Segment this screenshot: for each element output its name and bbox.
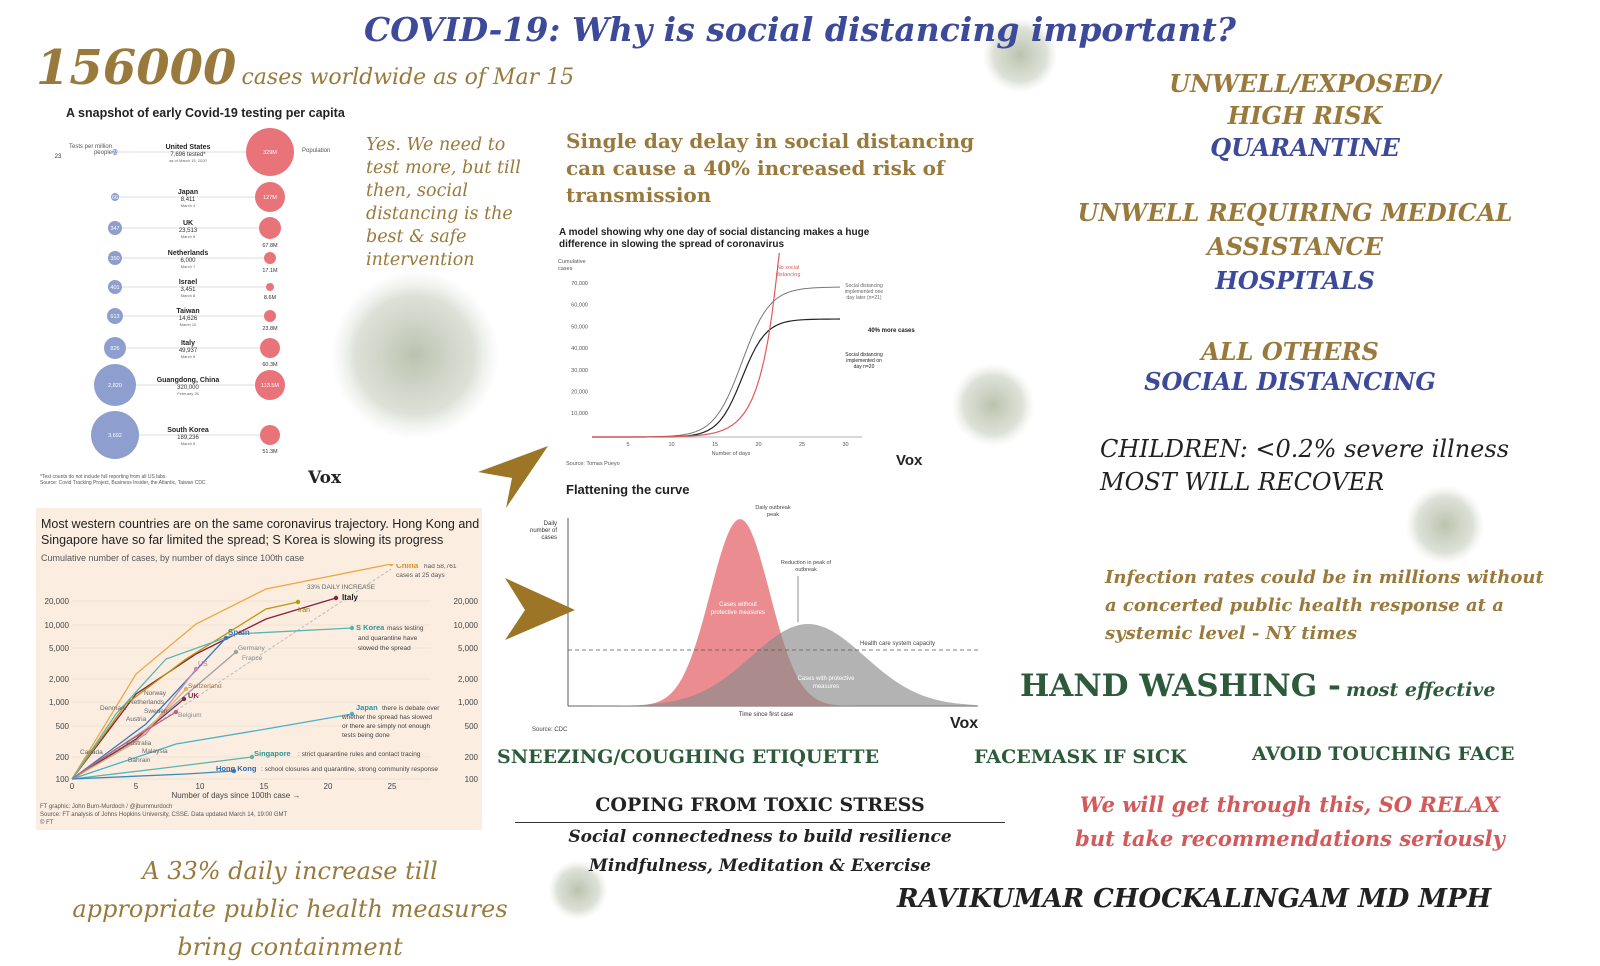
tests-value: 826: [110, 346, 120, 352]
cases-text: cases worldwide as of Mar 15: [241, 65, 575, 90]
line-korea-end: [350, 626, 354, 630]
population-value: 23.8M: [262, 326, 278, 332]
curve-ylabel-3: cases: [541, 535, 557, 541]
group-hospitals: [1060, 196, 1530, 298]
children-line2: MOST WILL RECOVER: [1100, 468, 1385, 496]
tests-value-us: 23: [54, 154, 62, 160]
ft-ytick: 200: [55, 753, 69, 762]
delay-xtick: 5: [626, 442, 630, 448]
delay-xtick: 20: [755, 442, 762, 448]
ft-spain-label: Spain: [228, 628, 250, 637]
ft-us-label: US: [198, 661, 208, 668]
ft-bahrain-label: Bahrain: [128, 757, 151, 764]
tested-date: March 8: [180, 354, 196, 359]
ft-japan-note: there is debate over: [382, 705, 440, 712]
with-label-2: measures: [812, 684, 840, 690]
delay-xtick: 30: [842, 442, 849, 448]
testing-footnote: *Test counts do not include full reporting from all US labs: [40, 474, 166, 480]
group-quarantine: [1100, 68, 1510, 164]
ft-ytick: 100: [55, 775, 69, 784]
vox-logo: Vox: [308, 468, 342, 488]
ft-switzerland-label: Switzerland: [188, 683, 222, 690]
tests-value: 66: [111, 195, 119, 201]
population-value: 17.1M: [262, 268, 278, 274]
ft-uk-label: UK: [188, 691, 199, 700]
country-label: United States: [165, 144, 211, 151]
group2-line1: UNWELL REQUIRING MEDICAL: [1077, 198, 1513, 227]
group-social-distancing: [1090, 337, 1490, 397]
tested-value: 23,513: [178, 228, 198, 234]
ft-belgium-label: Belgium: [178, 712, 202, 719]
line-italy-end: [334, 596, 338, 600]
ft-xtick: 25: [387, 782, 397, 791]
without-label-2: protective measures: [710, 610, 766, 616]
tests-value: 2,820: [108, 383, 122, 389]
children-line1: CHILDREN: <0.2% severe illness: [1100, 435, 1510, 463]
group3-line: ALL OTHERS: [1201, 337, 1379, 366]
population-value: 60.3M: [262, 362, 278, 368]
peak-label: Daily outbreak: [755, 505, 791, 511]
curve-source: Source: CDC: [532, 727, 568, 733]
line-china-end: [389, 564, 393, 566]
country-label: Guangdong, China: [156, 377, 220, 384]
tests-value: 23: [111, 150, 119, 156]
ft-hongkong-note: : school closures and quarantine, strong community response: [261, 766, 439, 773]
label-early-3: day n=20: [853, 364, 875, 370]
author: RAVIKUMAR CHOCKALINGAM MD MPH: [897, 884, 1492, 914]
label-early: Social distancing: [845, 352, 883, 358]
tested-date: March 8: [180, 234, 196, 239]
ft-iran-label: Iran: [298, 607, 311, 614]
country-label: Taiwan: [176, 308, 200, 315]
delay-chart-title: A model showing why one day of social distancing makes a huge difference in slowing the spread of coronavirus: [559, 227, 870, 250]
testing-row: [108, 217, 281, 249]
country-label: South Korea: [167, 427, 209, 434]
ft-xtick: 5: [133, 782, 139, 791]
testing-row: [111, 182, 285, 212]
cases-header: [36, 40, 574, 96]
delay-ytick: 10,000: [571, 411, 588, 418]
tested-value: 6,000: [180, 258, 196, 264]
ft-sweden-label: Sweden: [144, 708, 168, 715]
country-label: Israel: [178, 279, 198, 286]
relax-note: [1040, 788, 1540, 856]
delay-ytick: 50,000: [571, 324, 588, 331]
testing-row: [104, 337, 280, 368]
testing-row: [112, 128, 294, 176]
country-label: Italy: [180, 340, 196, 347]
population-value: 113.5M: [261, 383, 279, 389]
delay-xtick: 15: [711, 442, 719, 448]
line-no-distancing: [592, 253, 792, 437]
tested-date: February 26: [177, 391, 199, 396]
testing-chart-title: A snapshot of early Covid-19 testing per capita: [66, 106, 345, 120]
ft-xtick: 10: [195, 782, 205, 791]
ft-ytick-right: 2,000: [457, 675, 478, 684]
handwashing-sub: most effective: [1345, 679, 1496, 701]
with-label: Cases with protective: [797, 676, 855, 682]
tested-date: as of March 15, 2020: [169, 158, 207, 163]
ft-xtick: 0: [69, 782, 75, 791]
testing-row: [107, 308, 278, 332]
label-no-distancing-2: distancing: [775, 272, 801, 278]
tested-value: 189,236: [177, 435, 199, 441]
delay-xtick: 25: [798, 442, 806, 448]
group2-line2: ASSISTANCE: [1207, 232, 1383, 261]
delay-xlabel: Number of days: [711, 451, 751, 457]
ft-credit-3: © FT: [40, 820, 54, 826]
relax-line2: but take recommendations seriously: [1075, 826, 1505, 851]
ft-hongkong-label: Hong Kong: [216, 764, 257, 773]
tested-date: March 8: [180, 293, 196, 298]
label-late: Social distancing: [845, 283, 883, 289]
ft-xlabel: Number of days since 100th case →: [171, 791, 301, 800]
delay-ytick: 40,000: [571, 346, 588, 353]
facemask-note: FACEMASK IF SICK: [974, 746, 1187, 768]
reduction-label: Reduction in peak of: [780, 560, 832, 566]
ft-italy-label: Italy: [342, 593, 359, 602]
ft-japan-note-2: whether the spread has slowed: [342, 714, 432, 721]
tests-value: 350: [110, 256, 120, 262]
ft-korea-label: S Korea: [356, 623, 385, 632]
delay-ylabel-2: cases: [558, 266, 573, 272]
arrow-right-icon: [505, 578, 577, 642]
ft-japan-note-4: tests being done: [342, 732, 390, 739]
ft-france-label: France: [242, 655, 263, 662]
ft-ytick-right: 20,000: [453, 597, 478, 606]
curve-vox-logo: Vox: [950, 715, 979, 732]
ft-ytick-right: 200: [464, 753, 478, 762]
ft-credit-1: FT graphic: John Burn-Murdoch / @jburnmurdoch: [40, 804, 173, 810]
relax-line1: We will get through this, SO RELAX: [1079, 792, 1501, 817]
population-circle: [260, 425, 280, 445]
reduction-label-2: outbreak: [795, 567, 817, 573]
without-label: Cases without: [719, 602, 757, 608]
delay-note: Single day delay in social distancing can cause a 40% increased risk of transmission: [566, 129, 975, 207]
delay-ytick: 60,000: [571, 302, 588, 309]
country-label: Netherlands: [167, 250, 209, 257]
delay-xtick: 10: [668, 442, 675, 448]
testing-row: [94, 364, 285, 406]
tests-value: 401: [110, 285, 120, 291]
ft-ytick-right: 10,000: [453, 621, 478, 630]
ft-norway-label: Norway: [144, 690, 167, 697]
sneezing-etiquette: SNEEZING/COUGHING ETIQUETTE: [497, 746, 880, 768]
ft-increase-label: 33% DAILY INCREASE: [306, 584, 376, 591]
ft-ytick: 5,000: [48, 644, 69, 653]
tested-value: 14,626: [178, 316, 198, 322]
children-note: [1100, 433, 1540, 499]
peak-label-2: peak: [767, 512, 779, 518]
cases-number: 156000: [36, 40, 237, 96]
coping-section: [515, 790, 1005, 881]
curve-xlabel: Time since first case: [738, 712, 794, 718]
population-circle: [266, 283, 274, 291]
flatten-curve-chart: [530, 480, 990, 740]
testing-source: Source: Covid Tracking Project, Business Insider, the Atlantic, Taiwan CDC: [40, 480, 206, 486]
ft-ytick-right: 5,000: [457, 644, 478, 653]
ft-ytick: 20,000: [44, 597, 69, 606]
ft-xtick: 15: [259, 782, 269, 791]
ft-ytick: 500: [55, 722, 69, 731]
avoid-face-note: AVOID TOUCHING FACE: [1252, 743, 1515, 765]
ft-korea-note-3: slowed the spread: [358, 645, 411, 652]
ft-china-note-2: cases at 25 days: [396, 572, 445, 579]
label-40-more: 40% more cases: [868, 328, 915, 334]
ft-malaysia-label: Malaysia: [142, 748, 168, 755]
tested-date: March 8: [180, 441, 196, 446]
country-label: Japan: [177, 189, 199, 196]
tested-date: March 4: [180, 203, 196, 208]
tested-value: 49,937: [178, 348, 198, 354]
line-uk-end: [182, 697, 186, 701]
ft-ytick-right: 500: [464, 722, 478, 731]
ft-credit-2: Source: FT analysis of Johns Hopkins University, CSSE. Data updated March 14, 19:00 GMT: [40, 812, 288, 818]
ft-netherlands-label: Netherlands: [129, 699, 165, 706]
ft-australia-label: Australia: [126, 740, 152, 747]
line-hongkong: [72, 771, 234, 779]
curve-title: Flattening the curve: [566, 482, 690, 497]
handwashing-title: HAND WASHING -: [1020, 668, 1341, 704]
population-value: 329M: [263, 150, 277, 156]
ft-denmark-label: Denmark: [100, 705, 127, 712]
line-iran-end: [296, 600, 300, 604]
population-circle: [260, 338, 280, 358]
coping-mindfulness: Mindfulness, Meditation & Exercise: [589, 856, 931, 876]
tested-value: 320,000: [177, 385, 199, 391]
ft-ytick: 1,000: [48, 698, 69, 707]
delay-ytick: 20,000: [571, 389, 588, 396]
population-legend: Population: [302, 148, 331, 154]
ft-korea-note: mass testing: [387, 625, 424, 632]
ft-headline: Most western countries are on the same coronavirus trajectory. Hong Kong and Singapore have so far limited the spread; S Korea is slowing its progress: [41, 517, 480, 547]
ft-singapore-note: : strict quarantine rules and contact tracing: [298, 751, 421, 758]
virus-icon: [951, 363, 1035, 447]
virus-icon: [330, 270, 500, 440]
ft-xtick: 20: [323, 782, 333, 791]
ft-ytick-right: 1,000: [457, 698, 478, 707]
curve-ylabel: Daily: [543, 521, 557, 527]
label-late-2: implemented one: [844, 289, 884, 295]
ft-chart: [36, 508, 482, 830]
delay-ylabel: Cumulative: [558, 259, 586, 265]
tested-value: 8,411: [180, 197, 196, 203]
ft-canada-label: Canada: [80, 749, 103, 756]
ft-china-label: China: [396, 564, 419, 570]
line-early: [592, 319, 840, 437]
tests-value: 613: [110, 314, 120, 320]
population-circle: [259, 217, 281, 239]
tested-value: 7,696 tested*: [170, 152, 206, 158]
ft-austria-label: Austria: [126, 716, 147, 723]
population-value: 127M: [263, 195, 277, 201]
infection-note: Infection rates could be in millions without a concerted public health response at a systemic level - NY times: [1105, 567, 1544, 644]
ft-subtitle: Cumulative number of cases, by number of days since 100th case: [41, 553, 305, 563]
tests-value: 3,692: [108, 433, 122, 439]
tested-value: 3,451: [180, 287, 196, 293]
population-circle: [264, 310, 276, 322]
coping-social: Social connectedness to build resilience: [568, 827, 952, 847]
coping-title: COPING FROM TOXIC STRESS: [515, 790, 1005, 823]
handwashing: [1020, 668, 1495, 704]
group2-action: HOSPITALS: [1215, 266, 1375, 295]
delay-source: Source: Tomas Pueyo: [566, 461, 620, 467]
testing-chart: [40, 100, 345, 495]
group1-line2: HIGH RISK: [1227, 101, 1383, 130]
capacity-label: Health care system capacity: [860, 641, 936, 647]
label-late-3: day later (n=21): [846, 295, 882, 301]
group1-line1: UNWELL/EXPOSED/: [1169, 69, 1441, 98]
population-value: 8.6M: [263, 295, 277, 301]
testing-row: [108, 279, 277, 301]
delay-chart: [556, 225, 926, 475]
tests-legend: Tests per million people: [68, 144, 112, 156]
arrow-up-right-icon: [478, 446, 550, 510]
ft-korea-note-2: and quarantine have: [358, 635, 418, 642]
test-note: Yes. We need to test more, but till then, social distancing is the best & safe intervention: [366, 135, 521, 270]
population-circle: [264, 252, 276, 264]
testing-rows-svg: [40, 100, 340, 470]
testing-row: [91, 411, 280, 459]
tested-date: March 10: [179, 322, 197, 327]
tests-value: 347: [110, 226, 120, 232]
delay-ytick: 30,000: [571, 367, 588, 374]
label-early-2: implemented on: [846, 358, 882, 364]
line-late: [592, 287, 840, 437]
increase-note: A 33% daily increase till appropriate public health measures bring containment: [72, 857, 508, 961]
delay-ytick: 70,000: [571, 281, 588, 287]
delay-vox-logo: Vox: [896, 452, 923, 469]
population-value: 67.8M: [262, 243, 278, 249]
group3-action: SOCIAL DISTANCING: [1144, 367, 1436, 396]
ft-china-note: had 58,761: [424, 564, 457, 570]
ft-ytick: 2,000: [48, 675, 69, 684]
ft-ytick-right: 100: [464, 775, 478, 784]
group1-action: QUARANTINE: [1210, 133, 1400, 162]
tested-date: March 7: [180, 264, 196, 269]
testing-row: [108, 250, 278, 274]
population-value: 51.3M: [262, 449, 278, 455]
page-title: COVID-19: Why is social distancing important?: [363, 10, 1237, 49]
ft-japan-label: Japan: [356, 703, 378, 712]
ft-singapore-label: Singapore: [254, 749, 291, 758]
curve-ylabel-2: number of: [530, 528, 557, 534]
ft-ytick: 10,000: [44, 621, 69, 630]
ft-japan-note-3: or there are simply not enough: [342, 723, 431, 730]
ft-germany-label: Germany: [238, 645, 265, 652]
country-label: UK: [182, 220, 194, 227]
label-no-distancing: No social: [776, 265, 800, 271]
